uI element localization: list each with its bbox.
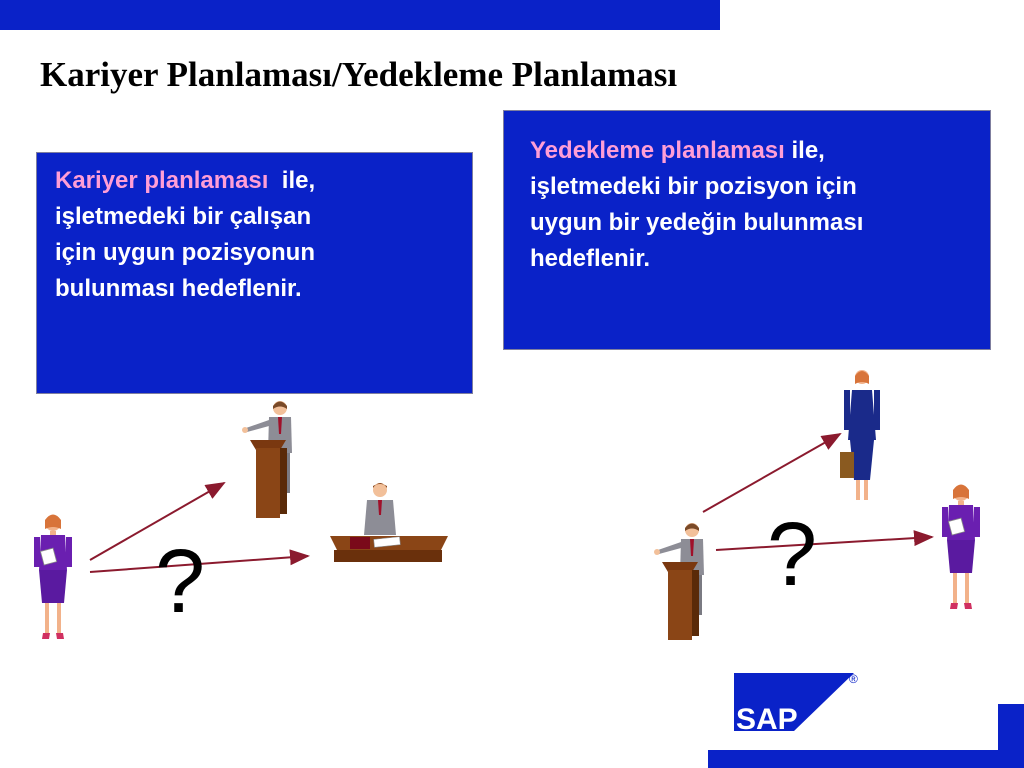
succession-line-4: hedeflenir. (530, 245, 651, 272)
question-mark-left: ? (154, 532, 206, 632)
page-title: Kariyer Planlaması/Yedekleme Planlaması (40, 55, 678, 94)
arrow-to-businesswoman (703, 434, 840, 512)
career-line-1-rest: ile, (281, 167, 316, 194)
sap-logo-text: SAP (736, 703, 798, 736)
succession-line-2: işletmedeki bir pozisyon için (530, 173, 857, 200)
career-line-3: için uygun pozisyonun (55, 239, 315, 266)
career-line-4: bulunması hedeflenir. (55, 275, 302, 302)
woman-employee-figure (34, 515, 72, 640)
succession-line-1-rest: ile, (791, 137, 825, 164)
career-planning-highlight: Kariyer planlaması (55, 167, 269, 194)
podium-manager-figure (654, 523, 704, 640)
registered-mark: ® (849, 672, 858, 686)
businesswoman-figure (840, 370, 880, 500)
career-line-2: işletmedeki bir çalışan (55, 203, 312, 230)
arrow-to-woman-candidate (716, 537, 932, 550)
podium-speaker-figure (242, 401, 292, 518)
succession-planning-highlight: Yedekleme planlaması (530, 137, 785, 164)
sap-logo (734, 672, 858, 736)
desk-worker-figure (330, 483, 448, 562)
succession-line-3: uygun bir yedeğin bulunması (530, 209, 864, 236)
bottom-right-accent-horizontal (708, 750, 1024, 768)
question-mark-right: ? (766, 505, 818, 605)
woman-candidate-figure (942, 485, 980, 610)
